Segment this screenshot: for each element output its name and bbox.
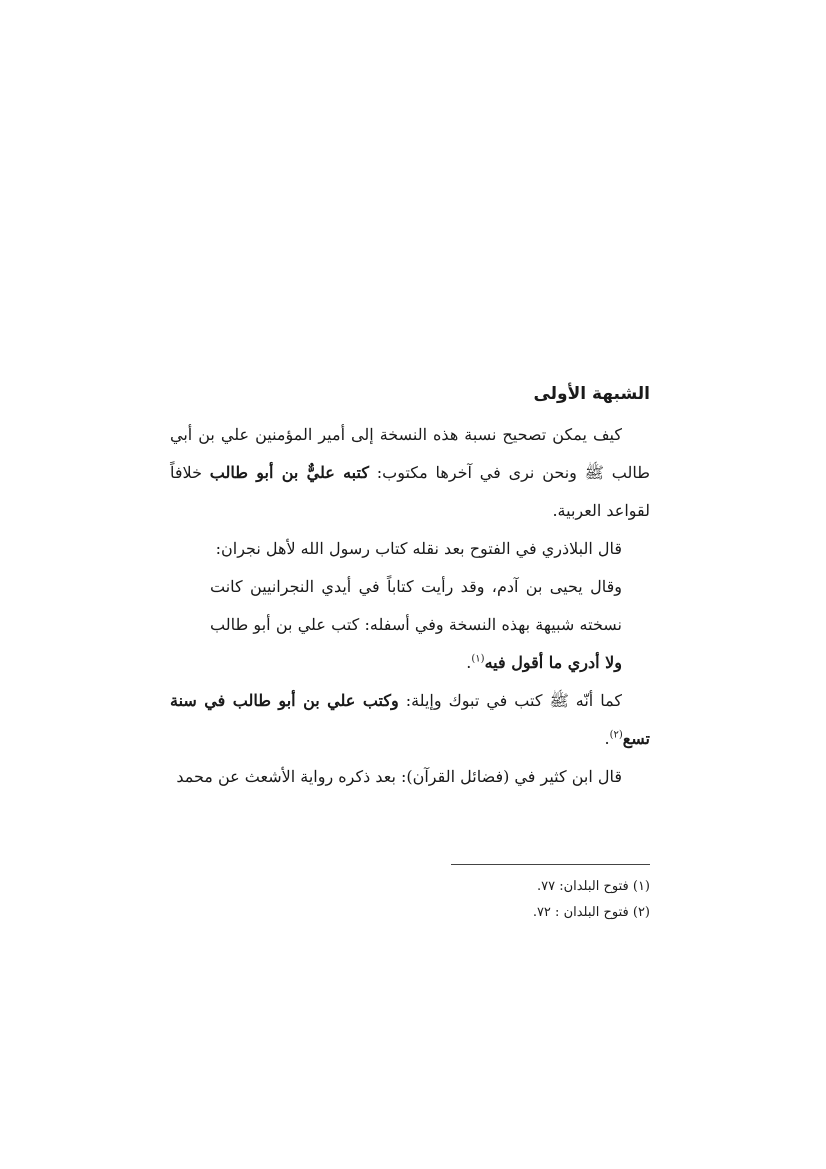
paragraph-1: [170, 416, 650, 530]
quotation: [170, 568, 650, 682]
paragraph-3-text: كما أنّه ﷺ كتب في تبوك وإيلة:: [398, 691, 622, 710]
quotation-bold: ولا أدري ما أقول فيه: [484, 653, 622, 672]
paragraph-2: قال البلاذري في الفتوح بعد نقله كتاب رسول الله لأهل نجران:: [215, 539, 622, 558]
footnote-ref-2: (٢): [609, 729, 623, 741]
quotation-text: وقال يحيى بن آدم، وقد رأيت كتاباً في أيدي النجرانيين كانت نسخته شبيهة بهذه النسخة وفي أسفله: كتب علي بن أبو طالب: [210, 577, 622, 634]
paragraph-1-text: كيف يمكن تصحيح نسبة هذه النسخة إلى أمير المؤمنين علي بن أبي طالب ﷺ ونحن نرى في آخرها مكتوب:: [170, 425, 651, 482]
section-heading: الشبهة الأولى: [533, 384, 650, 404]
footnote-divider: [451, 864, 650, 865]
paragraph-3-bold: وكتب علي بن أبو طالب في سنة تسع: [170, 691, 650, 748]
main-text: [170, 380, 650, 796]
paragraph-3-end: .: [604, 729, 610, 748]
paragraph-1-bold: كتبه عليٌّ بن أبو طالب: [209, 463, 369, 482]
footnotes: [300, 874, 650, 926]
footnote-2: (٢) فتوح البلدان : ٧٢.: [532, 905, 650, 920]
quotation-end: .: [466, 653, 472, 672]
paragraph-1-text-end: خلافاً لقواعد العربية.: [170, 463, 650, 520]
paragraph-3: [170, 682, 650, 758]
footnote-1: (١) فتوح البلدان: ٧٧.: [536, 879, 650, 894]
paragraph-4: قال ابن كثير في (فضائل القرآن): بعد ذكره رواية الأشعث عن محمد: [176, 767, 622, 786]
footnote-ref-1: (١): [471, 653, 485, 665]
